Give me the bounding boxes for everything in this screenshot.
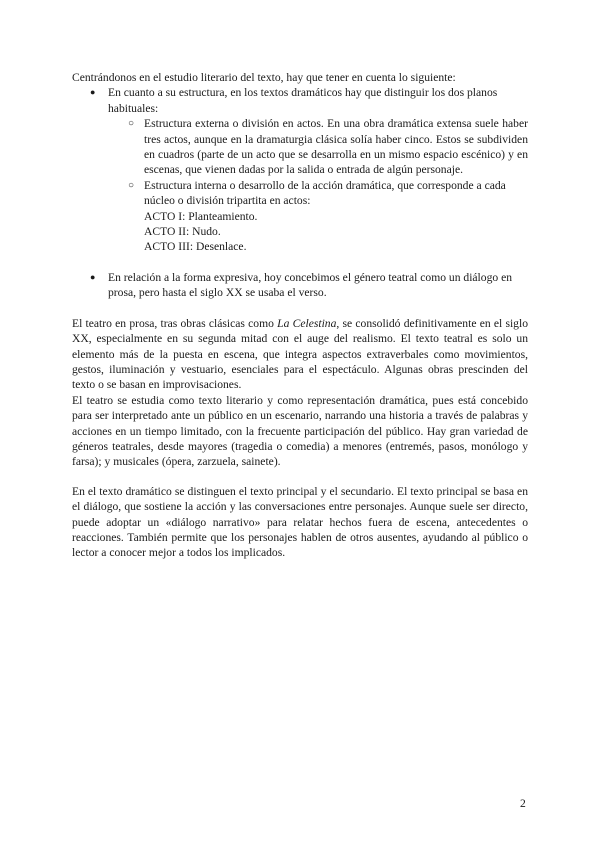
sub-item-external-structure (108, 116, 528, 178)
list-item-text: En relación a la forma expresiva, hoy concebimos el género teatral como un diálogo en prosa, pero hasta el siglo XX se usaba el verso. (108, 270, 513, 300)
paragraph-prose-theatre (72, 316, 528, 393)
list-item-text: En cuanto a su estructura, en los textos dramáticos hay que distinguir los dos planos habituales: (108, 86, 498, 115)
sub-item-text: Estructura interna o desarrollo de la acción dramática, que corresponde a cada núcleo o división tripartita en actos: (144, 178, 506, 208)
hollow-bullet-icon: ○ (128, 179, 135, 191)
work-title: La Celestina (277, 316, 337, 330)
paragraph-text: , se consolidó definitivamente en el siglo XX, especialmente en su segunda mitad con el auge del realismo. El texto teatral es solo un elemento más de la puesta en escena, que integra aspectos extraverbales como movimientos, gestos, iluminación y vestuario, esenciales para el espectáculo. Algunas obras prescinden del texto o se basan en improvisaciones. (72, 316, 528, 392)
paragraph-text: El teatro en prosa, tras obras clásicas como (72, 316, 278, 330)
hollow-bullet-icon: ○ (128, 118, 135, 130)
sub-item-text: Estructura externa o división en actos. En una obra dramática extensa suele haber tres actos, aunque en la dramaturgia clásica solía haber cinco. Estos se subdividen en cuadros (parte de un acto que se desarrolla en un mismo espacio escénico) y en escenas, que vienen dadas por la salida o entrada de algún personaje. (144, 117, 528, 177)
intro-paragraph: Centrándonos en el estudio literario del texto, hay que tener en cuenta lo siguiente: (72, 71, 456, 84)
page-number: 2 (520, 797, 526, 810)
page-content (72, 70, 528, 561)
act-line: ACTO I: Planteamiento. (144, 209, 258, 223)
filled-bullet-icon: ● (90, 271, 96, 282)
filled-bullet-icon: ● (90, 87, 96, 98)
main-bullet-list (72, 85, 528, 300)
sub-bullet-list (108, 116, 528, 255)
paragraph-dramatic-text: En el texto dramático se distinguen el texto principal y el secundario. El texto principal se basa en el diálogo, que sostiene la acción y las conversaciones entre personajes. Aunque suele ser directo, puede adoptar un «diálogo narrativo» para relatar hechos fuera de escena, antecedentes o reacciones. También permite que los personajes hablen de otros ausentes, ayudando al público o lector a conocer mejor a todos los implicados. (72, 484, 528, 560)
list-item-structure (72, 85, 528, 254)
sub-item-internal-structure (108, 178, 528, 255)
act-line: ACTO III: Desenlace. (144, 240, 247, 254)
list-item-expressive-form (72, 270, 528, 301)
act-line: ACTO II: Nudo. (144, 225, 221, 239)
paragraph-theatre-study: El teatro se estudia como texto literario y como representación dramática, pues está concebido para ser interpretado ante un público en un escenario, narrando una historia a través de palabras y acciones en un tiempo limitado, con la frecuente participación del público. Hay gran variedad de géneros teatrales, desde mayores (tragedia o comedia) a menores (entremés, pasos, monólogo y farsa); y musicales (ópera, zarzuela, sainete). (72, 393, 528, 469)
